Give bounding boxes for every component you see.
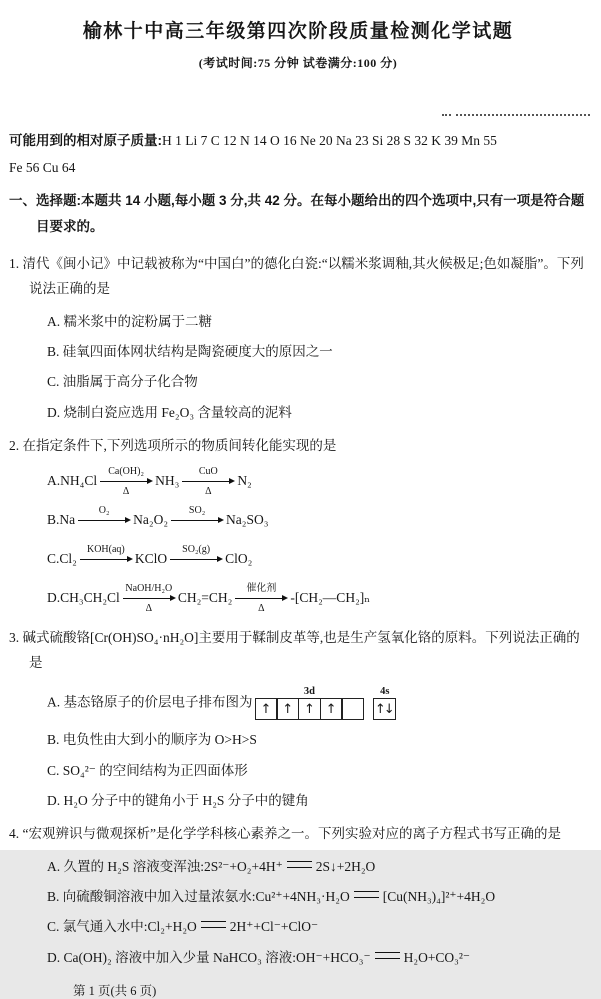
question-2-stem: 2. 在指定条件下,下列选项所示的物质间转化能实现的是 bbox=[9, 437, 337, 453]
option-label: C. bbox=[47, 550, 60, 566]
question-1-option-b: B. 硅氧四面体网状结构是陶瓷硬度大的原因之一 bbox=[47, 344, 333, 360]
arrow-shaft bbox=[235, 595, 287, 603]
product: -[CH₂—CH₂]ₙ bbox=[290, 589, 371, 605]
question-3-option-b: B. 电负性由大到小的顺序为 O>H>S bbox=[47, 732, 257, 748]
product: N₂ bbox=[237, 472, 252, 488]
question-4-option-c bbox=[47, 917, 587, 937]
equation-lhs: OH⁻+HCO₃⁻ bbox=[296, 949, 371, 965]
question-4 bbox=[9, 821, 587, 968]
reactant: NH₄Cl bbox=[60, 472, 98, 488]
atomic-masses-label: 可能用到的相对原子质量: bbox=[9, 133, 162, 148]
reaction-arrow: KOH(aq) bbox=[80, 544, 132, 576]
option-desc: B. 向硫酸铜溶液中加入过量浓氨水: bbox=[47, 889, 256, 905]
question-1-option-c: C. 油脂属于高分子化合物 bbox=[47, 374, 198, 390]
product: ClO₂ bbox=[225, 550, 253, 566]
equation-lhs: Cu²⁺+4NH₃·H₂O bbox=[255, 889, 350, 905]
reaction-arrow: Ca(OH)₂ Δ bbox=[100, 466, 152, 498]
question-3 bbox=[9, 625, 587, 812]
option-desc: C. 氯气通入水中: bbox=[47, 919, 148, 935]
reactant: Cl₂ bbox=[59, 550, 77, 566]
question-4-option-a bbox=[47, 857, 587, 877]
equals-sign bbox=[287, 861, 312, 868]
equals-sign bbox=[375, 952, 400, 959]
option-a-text: A. 基态铬原子的价层电子排布图为 bbox=[47, 694, 253, 710]
page-number: 第 1 页(共 6 页) bbox=[73, 983, 157, 998]
option-label: A. bbox=[47, 472, 61, 488]
arrow-shaft bbox=[78, 517, 130, 525]
orbital-4s-group bbox=[373, 686, 396, 721]
page-title: 榆林十中高三年级第四次阶段质量检测化学试题 bbox=[82, 21, 514, 42]
equals-sign bbox=[354, 891, 379, 898]
arrow-shaft bbox=[80, 556, 132, 564]
intermediate: NH₃ bbox=[155, 472, 180, 488]
orbital-diagram bbox=[255, 686, 397, 721]
reaction-arrow: SO₂ bbox=[171, 505, 223, 537]
intermediate: KClO bbox=[134, 550, 168, 566]
question-4-option-d bbox=[47, 948, 587, 968]
question-1-stem: 1. 清代《闽小记》中记载被称为“中国白”的德化白瓷:“以糯米浆调釉,其火候极足;色如凝脂”。下列说法正确的是 bbox=[9, 255, 584, 297]
arrow-shaft bbox=[100, 478, 152, 486]
question-4-stem: 4. “宏观辨识与微观探析”是化学学科核心素养之一。下列实验对应的离子方程式书写正确的是 bbox=[9, 826, 561, 842]
reaction-arrow: SO₂(g) bbox=[170, 544, 222, 576]
orbital-3d-label: 3d bbox=[303, 685, 315, 697]
question-3-option-c: C. SO₄²⁻ 的空间结构为正四面体形 bbox=[47, 762, 248, 778]
equation-rhs: [Cu(NH₃)₄]²⁺+4H₂O bbox=[382, 889, 496, 905]
equals-sign bbox=[201, 921, 226, 928]
orbital-box: ↑ bbox=[255, 698, 278, 720]
reaction-arrow: CuO Δ bbox=[182, 466, 234, 498]
product: Na₂SO₃ bbox=[226, 511, 269, 527]
equation-lhs: 2S²⁻+O₂+4H⁺ bbox=[203, 858, 283, 874]
question-1-option-d: D. 烧制白瓷应选用 Fe₂O₃ 含量较高的泥料 bbox=[47, 404, 292, 420]
question-1 bbox=[9, 251, 587, 423]
option-label: B. bbox=[47, 511, 60, 527]
atomic-masses-block bbox=[9, 127, 587, 181]
orbital-box: ↑ bbox=[298, 698, 321, 720]
option-desc: D. Ca(OH)₂ 溶液中加入少量 NaHCO₃ 溶液: bbox=[47, 949, 297, 965]
arrow-shaft bbox=[171, 517, 223, 525]
question-2-option-b bbox=[47, 505, 587, 537]
reaction-arrow: NaOH/H₂O Δ bbox=[123, 583, 175, 615]
atomic-masses-line2: Fe 56 Cu 64 bbox=[9, 160, 76, 175]
option-desc: A. 久置的 H₂S 溶液变浑浊: bbox=[47, 858, 204, 874]
question-3-option-d: D. H₂O 分子中的键角小于 H₂S 分子中的键角 bbox=[47, 792, 309, 808]
orbital-box bbox=[341, 698, 364, 720]
intermediate: CH₂=CH₂ bbox=[177, 589, 233, 605]
option-label: D. bbox=[47, 589, 61, 605]
arrow-shaft bbox=[123, 595, 175, 603]
scan-dotted-mark bbox=[456, 114, 590, 116]
reaction-arrow: O₂ bbox=[78, 505, 130, 537]
question-3-option-a bbox=[47, 686, 587, 721]
reaction-arrow: 催化剂 Δ bbox=[235, 583, 287, 615]
question-1-option-a: A. 糯米浆中的淀粉属于二糖 bbox=[47, 313, 212, 329]
orbital-box: ↑ bbox=[320, 698, 343, 720]
atomic-masses-line1: H 1 Li 7 C 12 N 14 O 16 Ne 20 Na 23 Si 28 S 32 K 39 Mn 55 bbox=[162, 133, 497, 148]
orbital-4s-label: 4s bbox=[380, 685, 390, 697]
exam-info-line: (考试时间:75 分钟 试卷满分:100 分) bbox=[198, 56, 398, 70]
question-2-option-c bbox=[47, 544, 587, 576]
question-2 bbox=[9, 433, 587, 615]
question-2-option-d bbox=[47, 583, 587, 615]
section-heading: 一、选择题:本题共 14 小题,每小题 3 分,共 42 分。在每小题给出的四个选项中,只有一项是符合题目要求的。 bbox=[9, 193, 585, 235]
orbital-3d-group bbox=[255, 686, 365, 721]
arrow-shaft bbox=[182, 478, 234, 486]
question-4-option-b bbox=[47, 887, 587, 907]
equation-rhs: 2S↓+2H₂O bbox=[315, 858, 376, 874]
equation-rhs: 2H⁺+Cl⁻+ClO⁻ bbox=[229, 919, 319, 935]
question-3-stem: 3. 碱式硫酸铬[Cr(OH)SO₄·nH₂O]主要用于鞣制皮革等,也是生产氢氧化铬的原料。下列说法正确的是 bbox=[9, 629, 580, 671]
equation-lhs: Cl₂+H₂O bbox=[147, 919, 197, 935]
arrow-shaft bbox=[170, 556, 222, 564]
orbital-box: ↑ bbox=[276, 698, 299, 720]
question-2-option-a bbox=[47, 466, 587, 498]
equation-rhs: H₂O+CO₃²⁻ bbox=[403, 949, 471, 965]
reactant: Na bbox=[59, 511, 76, 527]
orbital-box: ↑↓ bbox=[373, 698, 396, 720]
intermediate: Na₂O₂ bbox=[133, 511, 169, 527]
reactant: CH₃CH₂Cl bbox=[60, 589, 120, 605]
